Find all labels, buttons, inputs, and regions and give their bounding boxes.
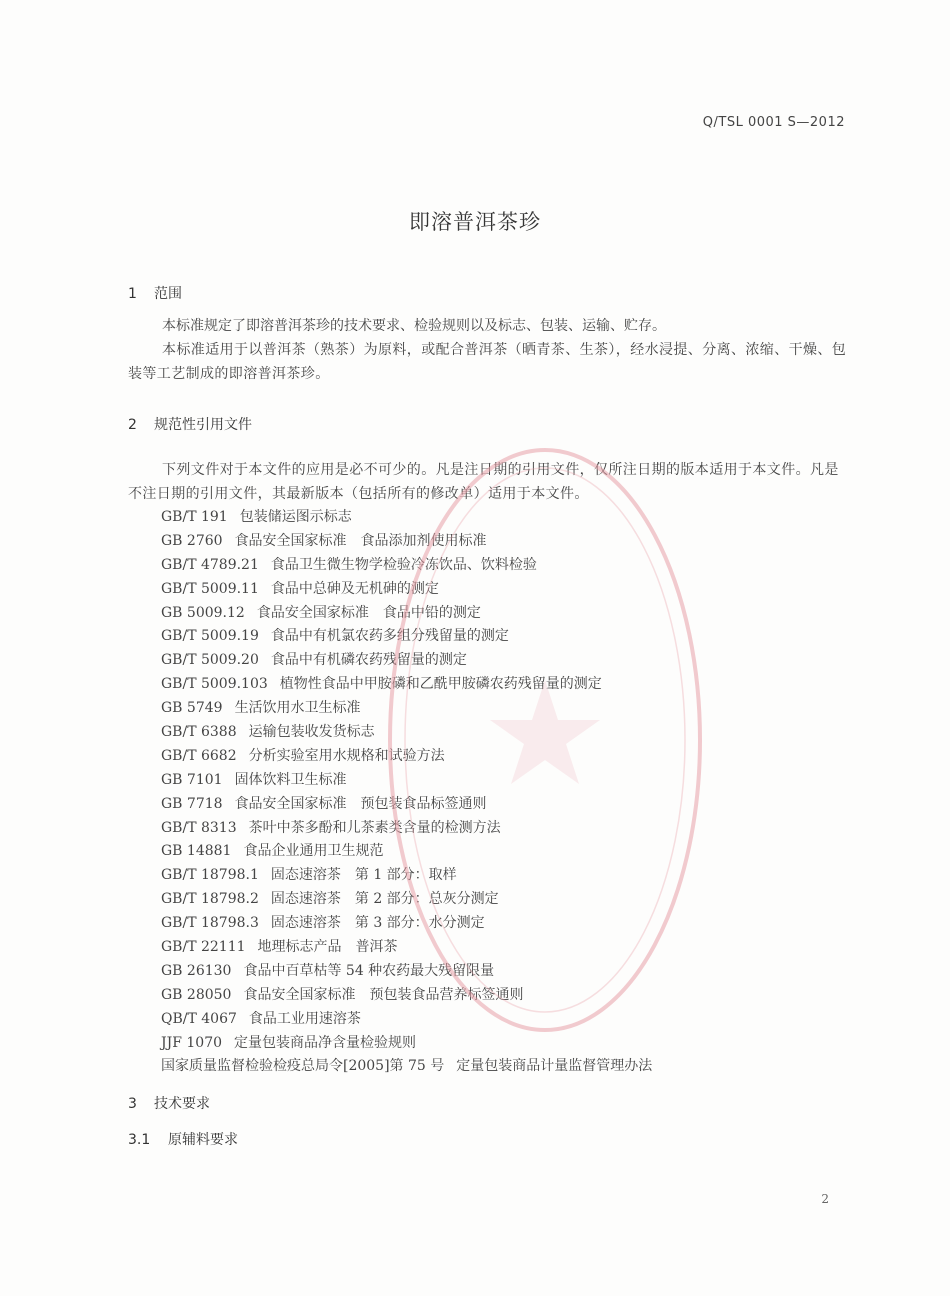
section-number: 2 xyxy=(128,417,137,433)
reference-item xyxy=(161,530,652,554)
page-number: 2 xyxy=(821,1192,829,1206)
reference-title: 定量包装商品计量监督管理办法 xyxy=(456,1058,653,1075)
reference-item xyxy=(161,554,652,578)
section-title: 原辅料要求 xyxy=(168,1132,238,1148)
reference-item xyxy=(161,745,652,769)
reference-item xyxy=(161,984,652,1008)
section-number: 3 xyxy=(128,1096,137,1112)
reference-item xyxy=(161,840,652,864)
reference-item xyxy=(161,888,652,912)
reference-title: 定量包装商品净含量检验规则 xyxy=(234,1034,417,1051)
reference-code: 国家质量监督检验检疫总局令[2005]第 75 号 xyxy=(161,1058,445,1075)
reference-title: 食品安全国家标准 预包装食品标签通则 xyxy=(234,795,487,812)
reference-code: GB/T 6388 xyxy=(161,724,237,741)
reference-title: 食品中百草枯等 54 种农药最大残留限量 xyxy=(243,962,495,979)
section-title: 范围 xyxy=(154,286,182,302)
reference-item xyxy=(161,625,652,649)
scope-paragraph-1: 本标准规定了即溶普洱茶珍的技术要求、检验规则以及标志、包装、运输、贮存。 xyxy=(162,318,666,334)
reference-code: GB 5749 xyxy=(161,700,223,717)
reference-code: GB 14881 xyxy=(161,843,232,860)
reference-item xyxy=(161,578,652,602)
reference-code: GB/T 5009.19 xyxy=(161,628,259,645)
section-title: 技术要求 xyxy=(154,1096,210,1112)
scope-paragraph-2: 本标准适用于以普洱茶（熟茶）为原料，或配合普洱茶（晒青茶、生茶），经水浸提、分离、浓缩、干燥、包装等工艺制成的即溶普洱茶珍。 xyxy=(128,342,847,382)
reference-item xyxy=(161,721,652,745)
standard-code: Q/TSL 0001 S—2012 xyxy=(702,115,845,130)
reference-title: 运输包装收发货标志 xyxy=(248,724,375,741)
reference-item xyxy=(161,960,652,984)
reference-item xyxy=(161,793,652,817)
reference-item xyxy=(161,769,652,793)
reference-list xyxy=(161,506,652,1079)
section-3-heading xyxy=(128,1093,210,1113)
reference-title: 食品工业用速溶茶 xyxy=(248,1010,361,1027)
reference-item xyxy=(161,1008,652,1032)
reference-item xyxy=(161,936,652,960)
section-2-heading xyxy=(128,414,252,434)
reference-title: 食品安全国家标准 食品中铅的测定 xyxy=(256,604,481,621)
reference-item xyxy=(161,1055,652,1079)
reference-code: GB 7101 xyxy=(161,771,223,788)
section-title: 规范性引用文件 xyxy=(154,417,252,433)
normative-intro: 下列文件对于本文件的应用是必不可少的。凡是注日期的引用文件，仅所注日期的版本适用于本文件。凡是不注日期的引用文件，其最新版本（包括所有的修改单）适用于本文件。 xyxy=(128,462,839,502)
reference-title: 食品中总砷及无机砷的测定 xyxy=(270,580,439,597)
reference-item xyxy=(161,673,652,697)
reference-title: 植物性食品中甲胺磷和乙酰甲胺磷农药残留量的测定 xyxy=(279,676,602,693)
reference-code: GB/T 8313 xyxy=(161,819,237,836)
reference-code: GB/T 4789.21 xyxy=(161,556,259,573)
reference-code: GB/T 5009.103 xyxy=(161,676,268,693)
reference-title: 食品安全国家标准 预包装食品营养标签通则 xyxy=(243,986,524,1003)
reference-title: 生活饮用水卫生标准 xyxy=(234,700,361,717)
page-title: 即溶普洱茶珍 xyxy=(409,210,541,234)
section-number: 3.1 xyxy=(128,1132,151,1148)
reference-code: GB/T 22111 xyxy=(161,939,246,956)
reference-code: GB 7718 xyxy=(161,795,223,812)
reference-title: 茶叶中茶多酚和儿茶素类含量的检测方法 xyxy=(248,819,501,836)
reference-item xyxy=(161,506,652,530)
reference-item xyxy=(161,817,652,841)
reference-code: GB 5009.12 xyxy=(161,604,245,621)
reference-code: GB/T 18798.1 xyxy=(161,867,259,884)
reference-title: 固体饮料卫生标准 xyxy=(234,771,347,788)
reference-code: GB/T 5009.11 xyxy=(161,580,259,597)
reference-title: 食品安全国家标准 食品添加剂使用标准 xyxy=(234,532,487,549)
reference-item xyxy=(161,1032,652,1056)
reference-code: GB/T 6682 xyxy=(161,747,237,764)
section-3-1-heading xyxy=(128,1129,238,1149)
section-1-heading xyxy=(128,283,182,303)
reference-item xyxy=(161,912,652,936)
reference-code: GB/T 191 xyxy=(161,509,228,525)
reference-title: 地理标志产品 普洱茶 xyxy=(257,939,398,956)
reference-code: JJF 1070 xyxy=(161,1034,223,1051)
reference-item xyxy=(161,649,652,673)
reference-item xyxy=(161,697,652,721)
reference-title: 食品中有机磷农药残留量的测定 xyxy=(270,652,467,669)
section-number: 1 xyxy=(128,286,137,302)
reference-title: 食品企业通用卫生规范 xyxy=(243,843,384,860)
reference-title: 固态速溶茶 第 1 部分：取样 xyxy=(270,867,457,884)
reference-title: 包装储运图示标志 xyxy=(239,509,352,525)
reference-code: QB/T 4067 xyxy=(161,1010,237,1027)
reference-item xyxy=(161,864,652,888)
reference-code: GB/T 5009.20 xyxy=(161,652,259,669)
reference-code: GB 26130 xyxy=(161,962,232,979)
reference-title: 分析实验室用水规格和试验方法 xyxy=(248,747,445,764)
reference-code: GB/T 18798.2 xyxy=(161,891,259,908)
reference-title: 固态速溶茶 第 3 部分：水分测定 xyxy=(270,915,485,932)
reference-title: 食品中有机氯农药多组分残留量的测定 xyxy=(270,628,509,645)
reference-title: 食品卫生微生物学检验冷冻饮品、饮料检验 xyxy=(270,556,537,573)
reference-code: GB 2760 xyxy=(161,532,223,549)
reference-title: 固态速溶茶 第 2 部分：总灰分测定 xyxy=(270,891,499,908)
reference-item xyxy=(161,602,652,626)
reference-code: GB 28050 xyxy=(161,986,232,1003)
reference-code: GB/T 18798.3 xyxy=(161,915,259,932)
